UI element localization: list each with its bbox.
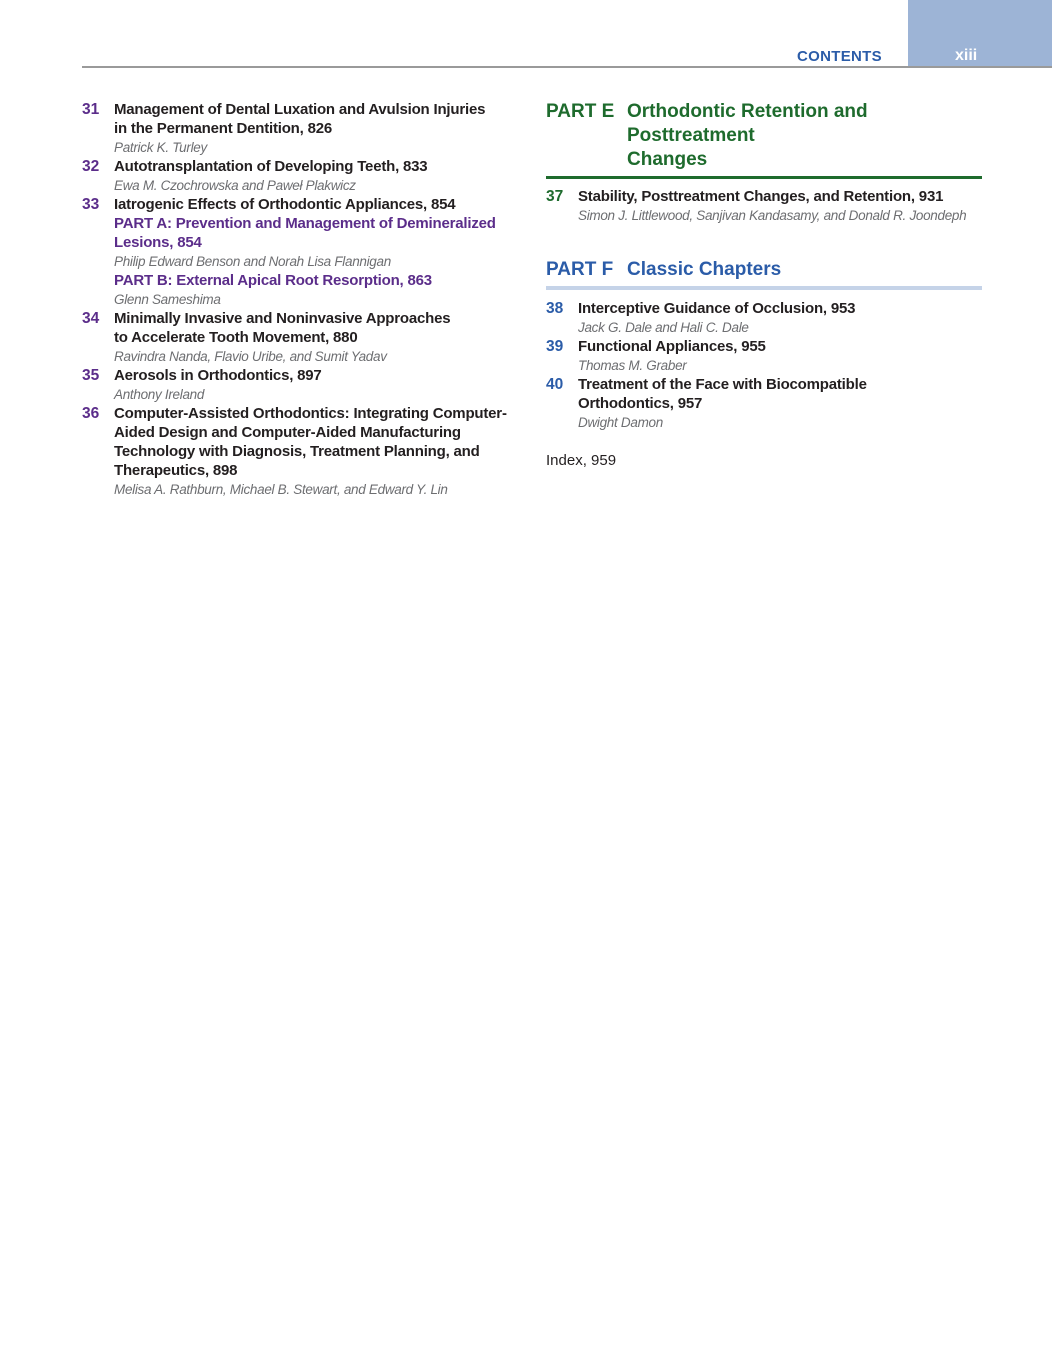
toc-entry-35[interactable] — [82, 366, 512, 404]
chapter-title: Interceptive Guidance of Occlusion, 953 — [578, 300, 856, 317]
part-label: PART F — [546, 259, 614, 280]
chapter-authors: Patrick K. Turley — [114, 140, 207, 155]
subpart-a-title-line[interactable]: PART A: Prevention and Management of Demineralized — [114, 215, 496, 232]
part-label: PART E — [546, 101, 615, 122]
right-column — [546, 100, 982, 470]
chapter-authors: Ewa M. Czochrowska and Paweł Plakwicz — [114, 178, 356, 193]
toc-entry-36[interactable] — [82, 404, 512, 499]
chapter-title: Iatrogenic Effects of Orthodontic Appliances, 854 — [114, 196, 456, 213]
part-e-rule — [546, 176, 982, 179]
toc-entry-40[interactable] — [546, 375, 982, 432]
subpart-b-authors: Glenn Sameshima — [114, 292, 221, 307]
chapter-authors: Ravindra Nanda, Flavio Uribe, and Sumit Yadav — [114, 349, 387, 364]
chapter-title: Functional Appliances, 955 — [578, 338, 766, 355]
chapter-title-line: Aided Design and Computer-Aided Manufacturing — [114, 424, 461, 441]
part-f-rule — [546, 286, 982, 290]
chapter-number: 34 — [82, 310, 100, 327]
chapter-title-line: to Accelerate Tooth Movement, 880 — [114, 329, 358, 346]
part-e-heading[interactable] — [546, 100, 982, 172]
chapter-title-line: Therapeutics, 898 — [114, 462, 238, 479]
part-title-line: Orthodontic Retention and Posttreatment — [627, 101, 868, 146]
toc-entry-38[interactable] — [546, 299, 982, 337]
chapter-authors: Thomas M. Graber — [578, 358, 687, 373]
toc-entry-37[interactable] — [546, 187, 982, 225]
toc-entry-34[interactable] — [82, 309, 512, 366]
chapter-authors: Simon J. Littlewood, Sanjivan Kandasamy, and Donald R. Joondeph — [578, 208, 967, 223]
chapter-authors: Anthony Ireland — [114, 387, 205, 402]
chapter-number: 31 — [82, 101, 100, 118]
page-number: xiii — [955, 47, 978, 64]
toc-entry-33[interactable] — [82, 195, 512, 309]
chapter-number: 35 — [82, 367, 100, 384]
subpart-a-authors: Philip Edward Benson and Norah Lisa Flannigan — [114, 254, 391, 269]
chapter-title: Autotransplantation of Developing Teeth, 833 — [114, 158, 428, 175]
chapter-number: 36 — [82, 405, 100, 422]
chapter-number: 39 — [546, 338, 564, 355]
chapter-authors: Melisa A. Rathburn, Michael B. Stewart, and Edward Y. Lin — [114, 482, 448, 497]
chapter-number: 37 — [546, 188, 564, 205]
chapter-number: 33 — [82, 196, 100, 213]
chapter-number: 40 — [546, 376, 564, 393]
chapter-title-line: in the Permanent Dentition, 826 — [114, 120, 333, 137]
part-title: Classic Chapters — [627, 259, 782, 280]
toc-entry-31[interactable] — [82, 100, 512, 157]
chapter-authors: Jack G. Dale and Hali C. Dale — [578, 320, 749, 335]
subpart-a-title-line[interactable]: Lesions, 854 — [114, 234, 202, 251]
chapter-title: Stability, Posttreatment Changes, and Retention, 931 — [578, 188, 944, 205]
toc-entry-32[interactable] — [82, 157, 512, 195]
part-title-line: Changes — [627, 149, 708, 170]
page-tab — [908, 0, 1052, 68]
running-head: CONTENTS — [797, 48, 882, 65]
chapter-title: Aerosols in Orthodontics, 897 — [114, 367, 322, 384]
index-entry[interactable]: Index, 959 — [546, 452, 617, 469]
chapter-number: 38 — [546, 300, 564, 317]
part-f-heading[interactable] — [546, 258, 982, 282]
chapter-title-line: Minimally Invasive and Noninvasive Approaches — [114, 310, 451, 327]
left-column — [82, 100, 512, 499]
chapter-title-line: Management of Dental Luxation and Avulsion Injuries — [114, 101, 486, 118]
header-rule — [82, 66, 1052, 68]
chapter-title-line: Technology with Diagnosis, Treatment Planning, and — [114, 443, 480, 460]
chapter-number: 32 — [82, 158, 100, 175]
chapter-title-line: Treatment of the Face with Biocompatible — [578, 376, 867, 393]
subpart-b-title[interactable]: PART B: External Apical Root Resorption, 863 — [114, 272, 432, 289]
chapter-title-line: Orthodontics, 957 — [578, 395, 703, 412]
chapter-authors: Dwight Damon — [578, 415, 663, 430]
chapter-title-line: Computer-Assisted Orthodontics: Integrating Computer- — [114, 405, 507, 422]
toc-entry-39[interactable] — [546, 337, 982, 375]
